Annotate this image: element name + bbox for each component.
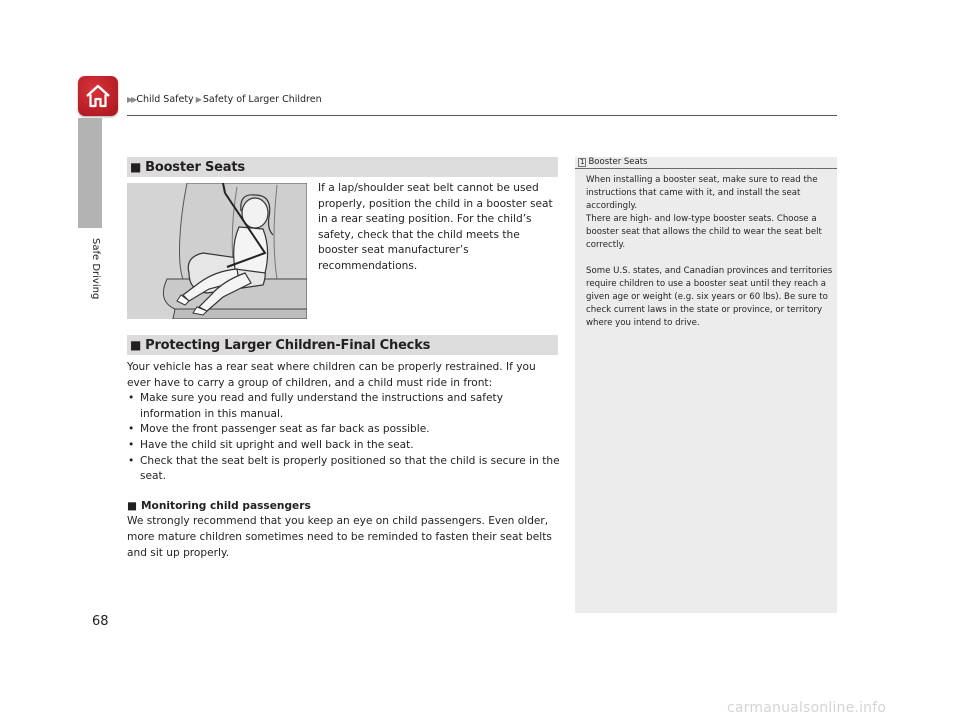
note-sidebar — [575, 157, 837, 613]
list-item: • Move the front passenger seat as far back as possible. — [127, 422, 562, 438]
square-bullet-icon: ■ — [130, 338, 142, 352]
note-marker: 1 — [580, 158, 585, 166]
square-bullet-icon: ■ — [130, 160, 142, 174]
booster-seat-illustration — [127, 183, 307, 319]
final-checks-heading: ■ Protecting Larger Children-Final Checks — [127, 335, 558, 355]
breadcrumb — [127, 94, 322, 105]
monitoring-text: We strongly recommend that you keep an eye on child passengers. Even older, more mature children sometimes need to be reminded to fasten their seat belts and sit up properly. — [127, 515, 552, 559]
note-body — [586, 174, 834, 330]
arrow-icon: ▶ — [195, 95, 202, 104]
final-checks-body — [127, 360, 562, 561]
square-bullet-icon: ■ — [127, 499, 138, 512]
booster-seats-text: If a lap/shoulder seat belt cannot be used properly, position the child in a booster seat in a rear seating position. For the child’s safety, check that the child meets the booster seat manufacturer’s recommendations. — [318, 182, 553, 272]
section-tab — [78, 118, 102, 228]
home-button[interactable] — [78, 76, 118, 116]
booster-seats-heading: ■ Booster Seats — [127, 157, 558, 177]
page-number: 68 — [92, 614, 109, 629]
breadcrumb-link-child-safety[interactable]: Child Safety — [136, 94, 194, 105]
list-item: • Make sure you read and fully understand the instructions and safety information in this manual. — [127, 391, 562, 422]
note-paragraph: Some U.S. states, and Canadian provinces and territories require children to use a booster seat until they reach a given age or weight (e.g. six years or 60 lbs). Be sure to check current laws in the state or province, or territory where you intend to drive. — [586, 266, 833, 328]
home-icon — [83, 81, 113, 111]
section-label: Safe Driving — [90, 238, 101, 300]
double-arrow-icon: ▶▶ — [127, 95, 136, 104]
note-paragraph: When installing a booster seat, make sure to read the instructions that came with it, and install the seat accordingly. There are high- and low-type booster seats. Choose a booster seat that allows the child to wear the seat belt correctly. — [586, 175, 822, 250]
breadcrumb-link-larger-children[interactable]: Safety of Larger Children — [202, 94, 322, 105]
watermark-text: carmanualsonline.info — [727, 700, 887, 716]
final-checks-intro: Your vehicle has a rear seat where children can be properly restrained. If you ever have to carry a group of children, and a child must ride in front: — [127, 361, 536, 389]
list-item: • Have the child sit upright and well back in the seat. — [127, 438, 562, 454]
monitoring-subheading: ■ Monitoring child passengers — [127, 499, 311, 512]
header-divider — [127, 115, 837, 116]
list-item: • Check that the seat belt is properly positioned so that the child is secure in the seat. — [127, 454, 562, 485]
final-checks-list — [127, 391, 562, 485]
note-title: 1 Booster Seats — [575, 157, 837, 169]
